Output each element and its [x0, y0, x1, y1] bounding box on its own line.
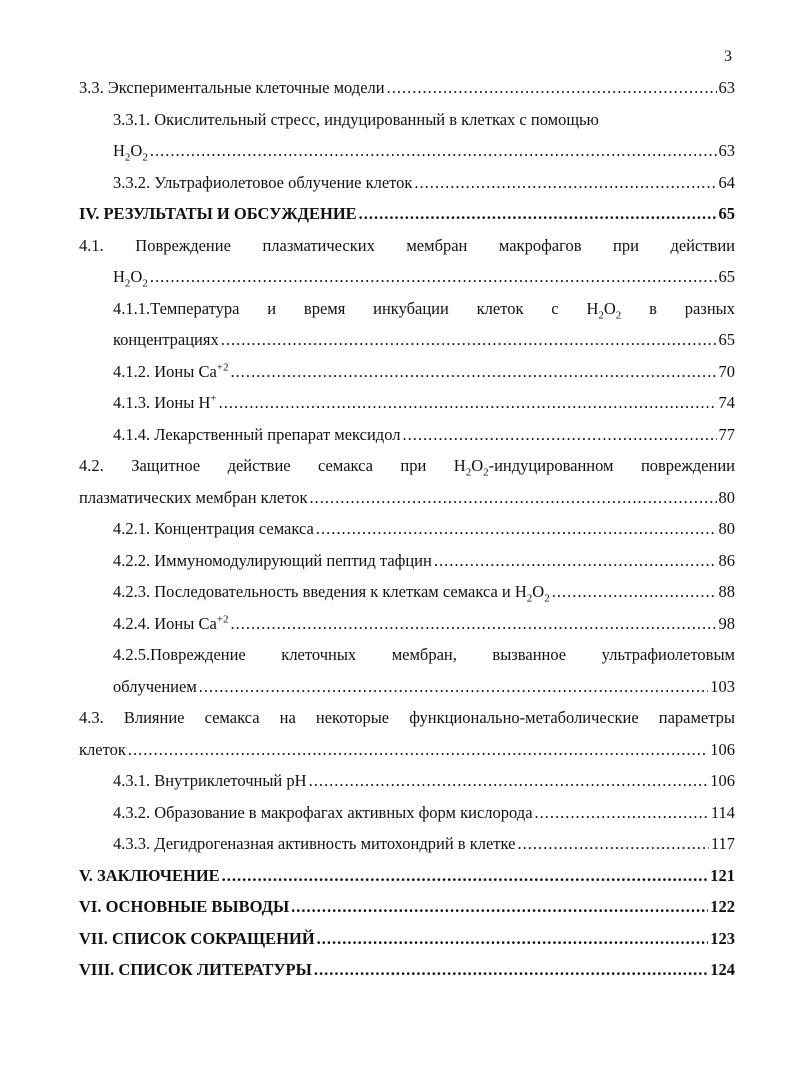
table-of-contents — [79, 72, 735, 986]
leader-dots — [359, 198, 717, 230]
toc-entry-title: 4.2.2. Иммуномодулирующий пептид тафцин — [113, 550, 432, 570]
leader-dots — [128, 734, 708, 766]
toc-entry-title: 4.1. Повреждение плазматических мембран макрофагов при действии — [79, 235, 735, 255]
toc-entry-title: VI. ОСНОВНЫЕ ВЫВОДЫ — [79, 897, 290, 916]
leader-dots — [317, 923, 709, 955]
toc-entry-page: 122 — [710, 897, 735, 916]
toc-section[interactable] — [79, 954, 735, 986]
toc-entry-page: 65 — [718, 330, 735, 349]
toc-entry[interactable] — [79, 513, 735, 545]
toc-entry-title: 4.2.5.Повреждение клеточных мембран, вызванное ультрафиолетовым — [113, 645, 735, 664]
leader-dots — [231, 608, 717, 640]
toc-entry-page: 106 — [710, 739, 735, 759]
leader-dots — [387, 72, 717, 104]
toc-entry-page: 88 — [718, 582, 735, 601]
toc-entry[interactable] — [79, 608, 735, 640]
toc-entry-title: 4.2. Защитное действие семакса при $H_2O_2$-индуцированном повреждении — [79, 456, 735, 479]
toc-entry-page: 114 — [710, 802, 735, 822]
toc-entry-title: 4.1.4. Лекарственный препарат мексидол — [113, 424, 401, 444]
toc-entry-line[interactable] — [79, 293, 735, 325]
toc-entry-title: 4.1.1.Температура и время инкубации клеток с $H_2O_2$ в разных — [113, 298, 735, 321]
toc-entry-title: 3.3.2. Ультрафиолетовое облучение клеток — [113, 172, 413, 192]
toc-entry-page: 124 — [710, 960, 735, 979]
toc-entry-page: 65 — [718, 267, 735, 286]
toc-section[interactable] — [79, 891, 735, 923]
toc-entry-page: 74 — [718, 393, 735, 412]
leader-dots — [552, 576, 717, 608]
toc-entry-title: 4.3.3. Дегидрогеназная активность митохондрий в клетке — [113, 834, 516, 853]
leader-dots — [222, 860, 709, 892]
toc-entry-title: плазматических мембран клеток — [79, 487, 308, 507]
toc-entry-title: 3.3.1. Окислительный стресс, индуцированный в клетках с помощью — [113, 109, 599, 129]
toc-entry-title: 4.1.2. Ионы $Ca^{+2}$ — [113, 361, 229, 381]
toc-entry[interactable] — [79, 324, 735, 356]
toc-entry-line[interactable] — [79, 230, 735, 262]
leader-dots — [291, 891, 708, 923]
leader-dots — [150, 135, 717, 167]
toc-entry[interactable] — [79, 734, 735, 766]
toc-entry-title: концентрациях — [113, 330, 219, 349]
toc-entry-title: $H_2O_2$ — [113, 267, 148, 290]
toc-entry-title: 3.3. Экспериментальные клеточные модели — [79, 78, 385, 97]
toc-entry-page: 106 — [710, 771, 735, 790]
toc-entry-page: 98 — [718, 613, 735, 633]
toc-entry[interactable] — [79, 167, 735, 199]
leader-dots — [150, 261, 717, 293]
toc-entry[interactable] — [79, 671, 735, 703]
toc-entry-page: 117 — [710, 834, 735, 853]
toc-entry[interactable] — [79, 545, 735, 577]
toc-entry-title: 4.2.4. Ионы $Ca^{+2}$ — [113, 613, 229, 633]
toc-entry[interactable] — [79, 828, 735, 860]
leader-dots — [309, 765, 709, 797]
toc-entry[interactable] — [79, 261, 735, 293]
toc-entry-title: облучением — [113, 676, 197, 696]
toc-entry-title: 4.3.2. Образование в макрофагах активных форм кислорода — [113, 802, 533, 822]
toc-entry[interactable] — [79, 576, 735, 608]
toc-entry-page: 70 — [718, 361, 735, 381]
leader-dots — [309, 482, 716, 514]
toc-entry-line[interactable] — [79, 104, 735, 136]
toc-entry-title: 4.3.1. Внутриклеточный pH — [113, 771, 307, 790]
toc-entry-title: $H_2O_2$ — [113, 141, 148, 164]
leader-dots — [221, 324, 717, 356]
toc-entry[interactable] — [79, 387, 735, 419]
leader-dots — [314, 954, 708, 986]
toc-entry-title: 4.2.3. Последовательность введения к клеткам семакса и $H_2O_2$ — [113, 582, 550, 605]
toc-entry-page: 63 — [718, 141, 735, 160]
toc-entry-page: 123 — [710, 928, 735, 948]
toc-entry-title: 4.2.1. Концентрация семакса — [113, 519, 314, 538]
toc-entry-line[interactable] — [79, 702, 735, 734]
toc-entry[interactable] — [79, 419, 735, 451]
leader-dots — [434, 545, 717, 577]
toc-entry-title: V. ЗАКЛЮЧЕНИЕ — [79, 865, 220, 885]
leader-dots — [316, 513, 717, 545]
toc-entry-page: 65 — [718, 204, 735, 223]
leader-dots — [219, 387, 717, 419]
toc-entry-title: 4.1.3. Ионы H+ — [113, 392, 217, 412]
toc-entry-page: 63 — [718, 78, 735, 97]
toc-entry-page: 80 — [718, 487, 735, 507]
toc-section[interactable] — [79, 198, 735, 230]
toc-entry-page: 103 — [710, 676, 735, 696]
toc-entry[interactable] — [79, 135, 735, 167]
toc-entry-title: VIII. СПИСОК ЛИТЕРАТУРЫ — [79, 960, 312, 979]
toc-entry-title: клеток — [79, 739, 126, 759]
toc-entry[interactable] — [79, 72, 735, 104]
leader-dots — [231, 356, 717, 388]
leader-dots — [535, 797, 709, 829]
toc-entry-line[interactable] — [79, 450, 735, 482]
toc-entry-page: 80 — [718, 519, 735, 538]
toc-entry[interactable] — [79, 482, 735, 514]
leader-dots — [517, 828, 708, 860]
leader-dots — [199, 671, 708, 703]
toc-entry-page: 77 — [718, 424, 735, 444]
toc-section[interactable] — [79, 923, 735, 955]
toc-entry-title: VII. СПИСОК СОКРАЩЕНИЙ — [79, 928, 315, 948]
leader-dots — [414, 167, 716, 199]
toc-entry-line[interactable] — [79, 639, 735, 671]
toc-entry-title: 4.3. Влияние семакса на некоторые функционально-метаболические параметры — [79, 708, 735, 727]
toc-entry-page: 86 — [718, 550, 735, 570]
toc-entry-page: 64 — [718, 172, 735, 192]
toc-entry-page: 121 — [710, 865, 735, 885]
page-number: 3 — [724, 48, 732, 65]
toc-section[interactable] — [79, 860, 735, 892]
toc-entry-title: IV. РЕЗУЛЬТАТЫ И ОБСУЖДЕНИЕ — [79, 204, 357, 223]
toc-entry[interactable] — [79, 797, 735, 829]
toc-entry[interactable] — [79, 765, 735, 797]
toc-entry[interactable] — [79, 356, 735, 388]
leader-dots — [402, 419, 716, 451]
